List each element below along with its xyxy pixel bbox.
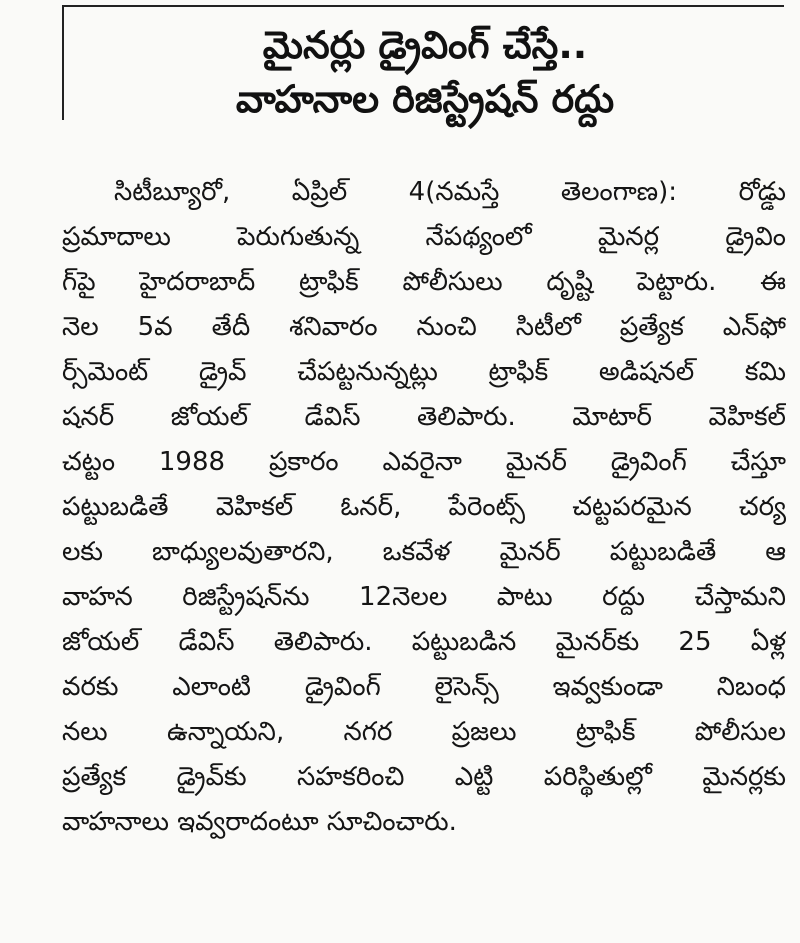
article-line: వాహన రిజిస్ట్రేషన్‌ను 12నెలల పాటు రద్దు చేస్తామని [62, 582, 786, 612]
article-line: వరకు ఎలాంటి డ్రైవింగ్ లైసెన్స్ ఇవ్వకుండా నిబంధ [62, 672, 786, 702]
article-line: ర్స్‌మెంట్ డ్రైవ్ చేపట్టనున్నట్లు ట్రాఫిక్ అడిషనల్ కమి [62, 357, 786, 387]
article-line: జోయల్ డేవిస్ తెలిపారు. పట్టుబడిన మైనర్‌కు 25 ఏళ్ల [62, 627, 786, 657]
article-line: వాహనాలు ఇవ్వరాదంటూ సూచించారు. [62, 807, 457, 837]
article-line: చట్టం 1988 ప్రకారం ఎవరైనా మైనర్ డ్రైవింగ్ చేస్తూ [62, 447, 786, 477]
headline-line-2: వాహనాల రిజిస్ట్రేషన్ రద్దు [235, 77, 615, 121]
article-line: గ్‌పై హైదరాబాద్ ట్రాఫిక్ పోలీసులు దృష్టి పెట్టారు. ఈ [62, 267, 786, 297]
article-body [62, 170, 786, 845]
article-line: సిటీబ్యూరో, ఏప్రిల్ 4(నమస్తే తెలంగాణ): రోడ్డు [114, 177, 786, 207]
article-line: లకు బాధ్యులవుతారని, ఒకవేళ మైనర్ పట్టుబడితే ఆ [62, 537, 786, 567]
article-line: ప్రమాదాలు పెరుగుతున్న నేపథ్యంలో మైనర్ల డ్రైవిం [62, 222, 786, 252]
article-line: నలు ఉన్నాయని, నగర ప్రజలు ట్రాఫిక్ పోలీసుల [62, 717, 786, 747]
headline-line-1: మైనర్లు డ్రైవింగ్ చేస్తే.. [262, 23, 588, 67]
article-line: షనర్ జోయల్ డేవిస్ తెలిపారు. మోటార్ వెహికల్ [62, 402, 786, 432]
article-line: పట్టుబడితే వెహికల్ ఓనర్, పేరెంట్స్ చట్టపరమైన చర్య [62, 492, 786, 522]
article-line: ప్రత్యేక డ్రైవ్‌కు సహకరించి ఎట్టి పరిస్థితుల్లో మైనర్లకు [62, 762, 786, 792]
article-line: నెల 5వ తేదీ శనివారం నుంచి సిటీలో ప్రత్యేక ఎన్‌ఫో [62, 312, 786, 342]
headline [70, 18, 780, 126]
column-rule-left [62, 5, 64, 120]
column-rule-top [62, 5, 784, 7]
